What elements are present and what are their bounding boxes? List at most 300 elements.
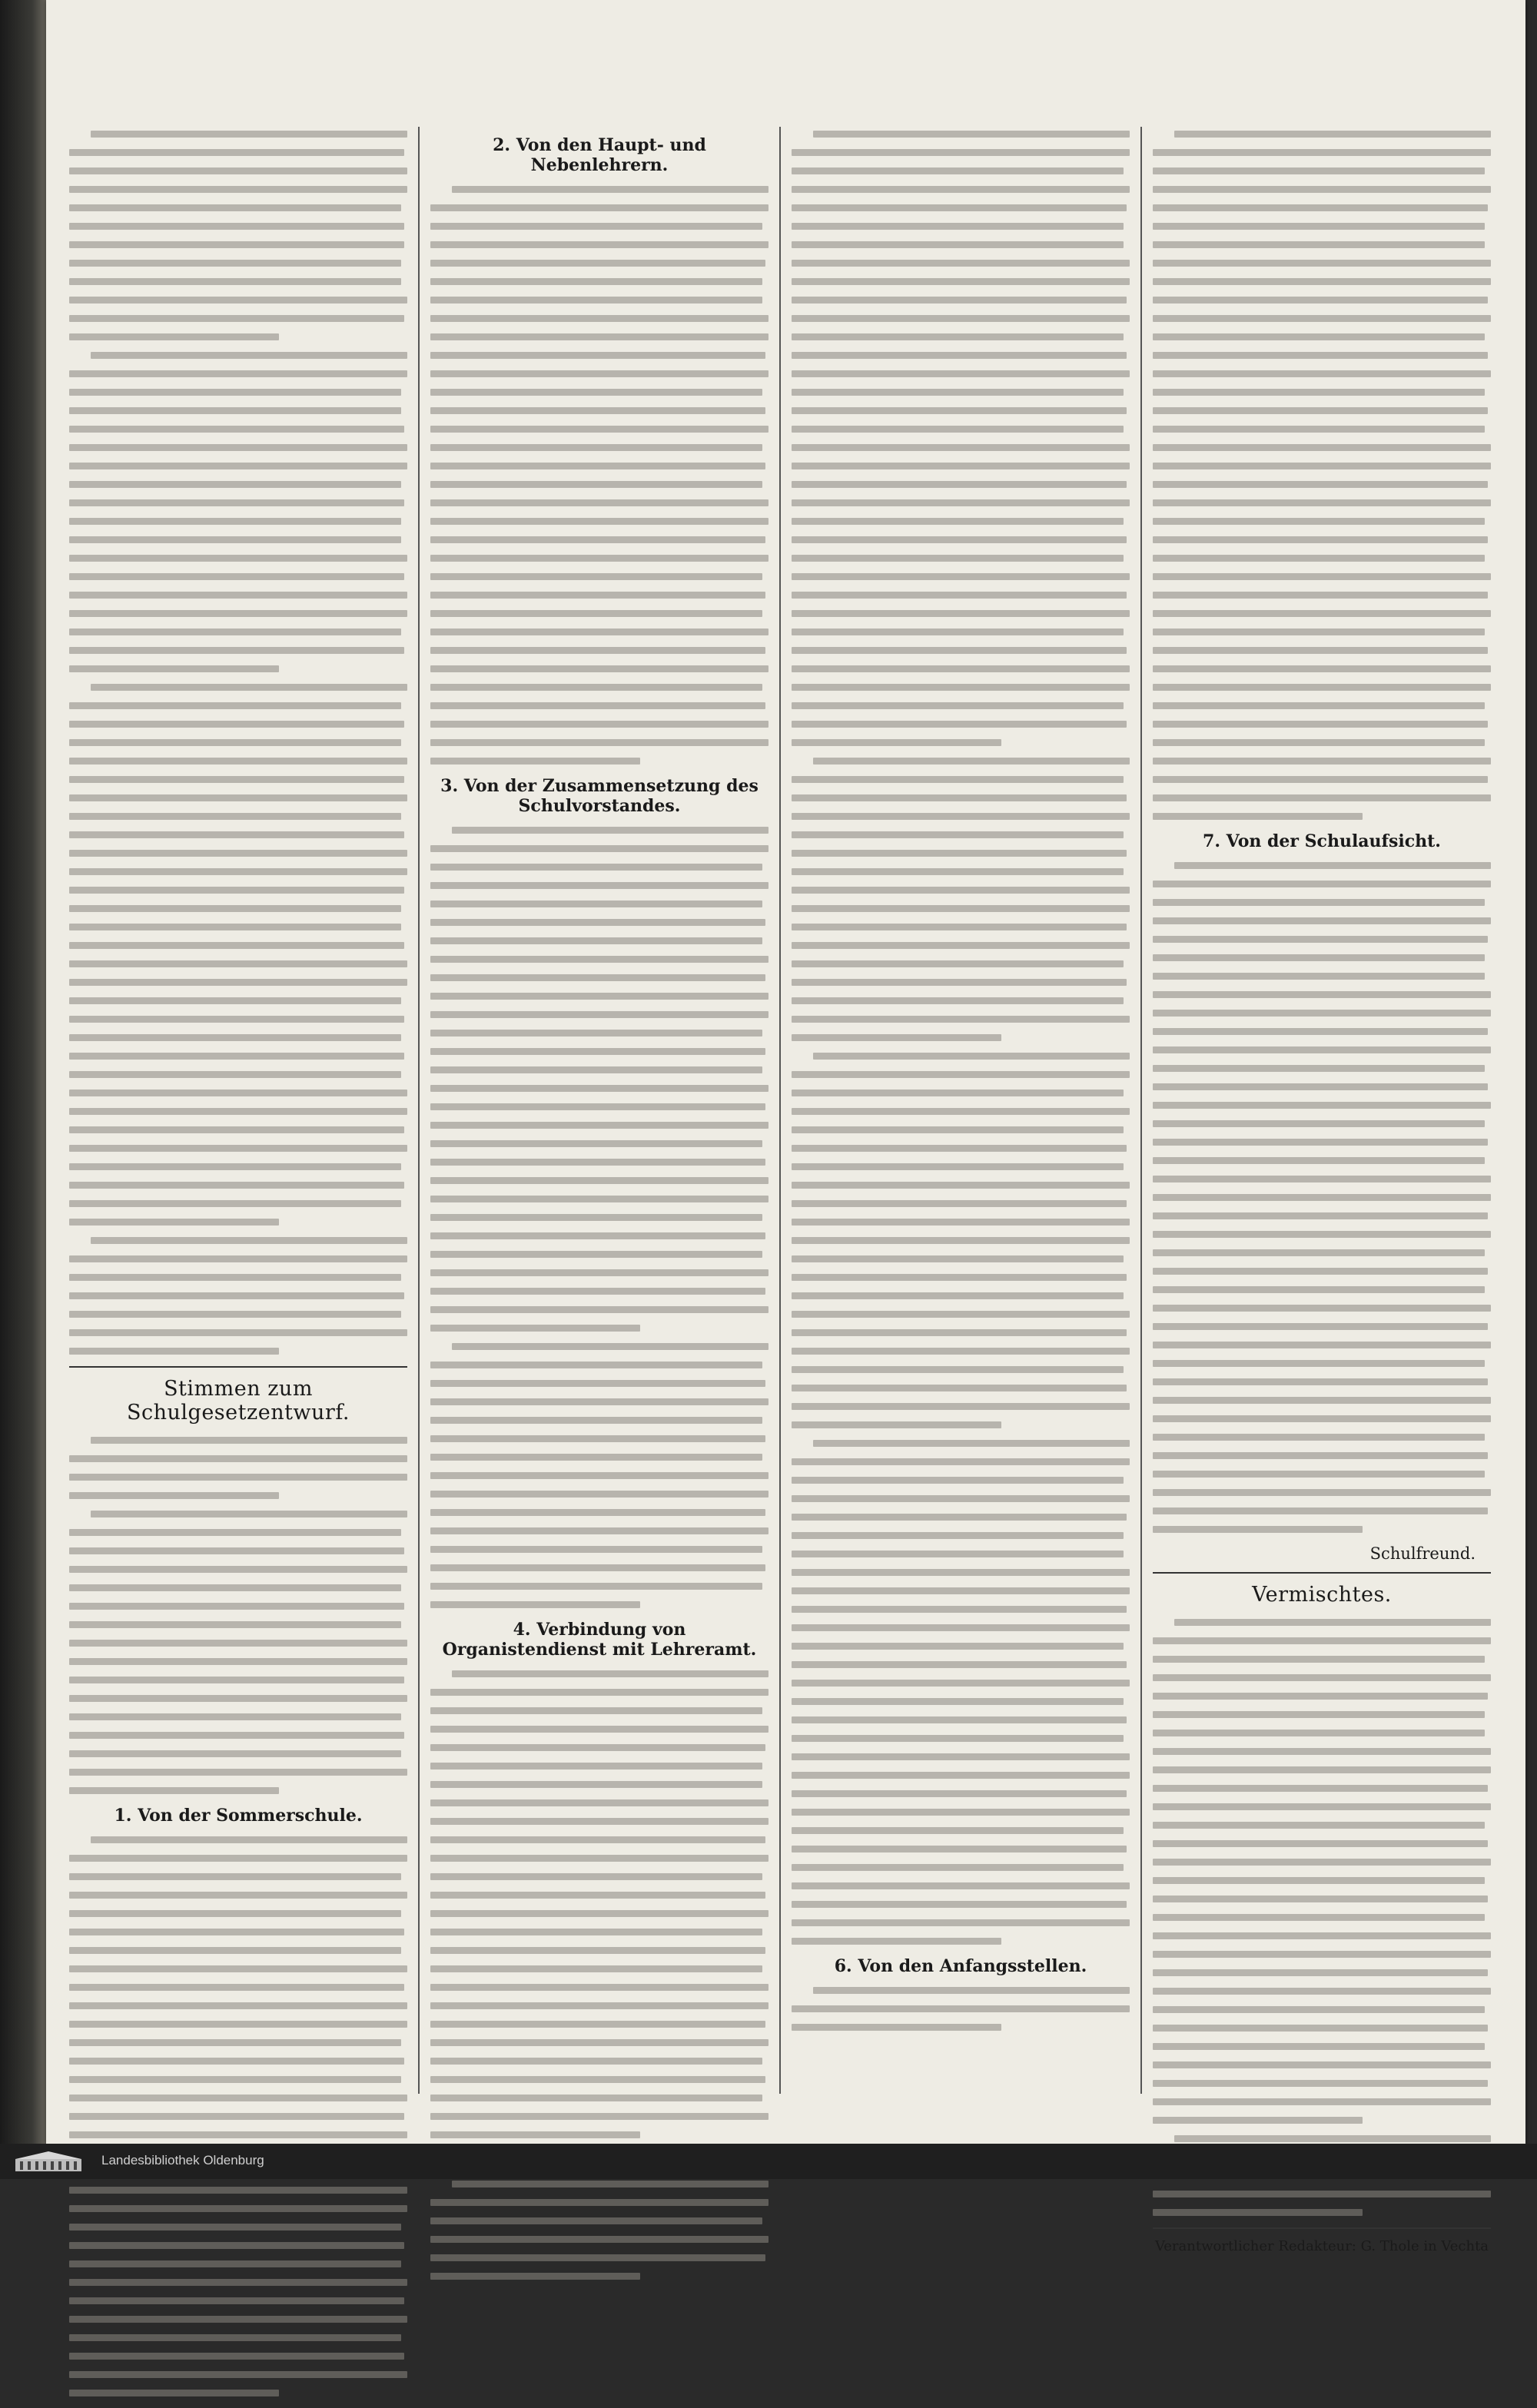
text-line bbox=[91, 1237, 407, 1244]
text-line bbox=[430, 864, 762, 871]
text-line bbox=[1153, 186, 1491, 193]
text-line bbox=[792, 1790, 1127, 1797]
text-line bbox=[430, 1325, 640, 1332]
text-line bbox=[430, 2039, 768, 2046]
text-line bbox=[1153, 2209, 1363, 2216]
text-line bbox=[69, 1145, 407, 1152]
text-line bbox=[792, 1514, 1127, 1521]
text-line bbox=[430, 2002, 768, 2009]
text-line bbox=[69, 481, 401, 488]
text-line bbox=[792, 813, 1130, 820]
text-line bbox=[792, 647, 1127, 654]
text-line bbox=[69, 260, 401, 267]
text-line bbox=[1153, 1674, 1491, 1681]
editor-credit: Verantwortlicher Redakteur: G. Thole in Vechta bbox=[1154, 2238, 1489, 2254]
text-line bbox=[69, 370, 407, 377]
text-line bbox=[430, 389, 762, 396]
column-4 bbox=[1153, 131, 1491, 2254]
text-line bbox=[792, 1661, 1127, 1668]
text-line bbox=[1153, 499, 1491, 506]
text-line bbox=[792, 1864, 1124, 1871]
paragraph bbox=[792, 1440, 1130, 1945]
text-line bbox=[69, 1984, 404, 1991]
text-line bbox=[69, 647, 404, 654]
text-line bbox=[792, 1606, 1127, 1613]
text-line bbox=[430, 1744, 765, 1751]
paragraph bbox=[430, 827, 768, 1332]
text-line bbox=[430, 2254, 765, 2261]
paragraph bbox=[69, 1836, 407, 2396]
text-line bbox=[1153, 2098, 1491, 2105]
text-line bbox=[69, 2371, 407, 2378]
text-line bbox=[1153, 1877, 1485, 1884]
column-divider bbox=[779, 127, 781, 2094]
text-line bbox=[430, 1269, 768, 1276]
text-line bbox=[792, 407, 1127, 414]
text-line bbox=[69, 813, 401, 820]
text-line bbox=[430, 665, 768, 672]
text-line bbox=[792, 1255, 1124, 1262]
text-line bbox=[69, 1713, 401, 1720]
text-line bbox=[792, 1145, 1127, 1152]
text-line bbox=[1153, 167, 1485, 174]
text-line bbox=[1153, 1656, 1485, 1663]
paragraph bbox=[792, 1987, 1130, 2031]
text-line bbox=[430, 499, 768, 506]
text-line bbox=[69, 223, 404, 230]
text-line bbox=[430, 573, 762, 580]
text-line bbox=[792, 1274, 1127, 1281]
text-line bbox=[1153, 1452, 1488, 1459]
paragraph bbox=[1153, 862, 1491, 1533]
text-line bbox=[1153, 536, 1488, 543]
text-line bbox=[69, 278, 401, 285]
text-line bbox=[1153, 881, 1491, 887]
text-line bbox=[792, 1477, 1124, 1484]
text-line bbox=[1153, 665, 1491, 672]
text-line bbox=[1153, 1766, 1491, 1773]
text-line bbox=[69, 1584, 401, 1591]
text-line bbox=[430, 1836, 765, 1843]
text-line bbox=[792, 2024, 1001, 2031]
text-line bbox=[430, 536, 765, 543]
text-line bbox=[69, 1274, 401, 1281]
text-line bbox=[430, 2199, 768, 2206]
text-line bbox=[430, 1855, 768, 1862]
text-line bbox=[792, 592, 1127, 599]
text-line bbox=[792, 665, 1130, 672]
text-line bbox=[69, 1163, 401, 1170]
article-title: Vermischtes. bbox=[1252, 1583, 1392, 1607]
text-line bbox=[792, 1882, 1130, 1889]
text-line bbox=[69, 887, 404, 894]
text-line bbox=[69, 499, 404, 506]
text-line bbox=[1153, 899, 1485, 906]
author-signoff: Schulfreund. bbox=[1369, 1544, 1476, 1563]
text-line bbox=[1153, 204, 1488, 211]
text-line bbox=[792, 536, 1127, 543]
text-line bbox=[792, 721, 1127, 728]
text-line bbox=[69, 1769, 407, 1776]
text-line bbox=[430, 1707, 762, 1714]
text-line bbox=[792, 1237, 1130, 1244]
text-line bbox=[430, 2021, 765, 2028]
text-line bbox=[813, 1053, 1130, 1060]
text-line bbox=[792, 1090, 1124, 1096]
text-line bbox=[430, 1398, 768, 1405]
text-line bbox=[1153, 1323, 1488, 1330]
text-line bbox=[430, 1177, 768, 1184]
text-line bbox=[430, 1306, 768, 1313]
text-line bbox=[69, 204, 401, 211]
text-line bbox=[430, 407, 765, 414]
text-line bbox=[1153, 1471, 1485, 1478]
text-line bbox=[792, 370, 1130, 377]
text-line bbox=[430, 739, 768, 746]
text-line bbox=[69, 167, 407, 174]
text-line bbox=[69, 1892, 407, 1899]
text-line bbox=[69, 1787, 279, 1794]
text-line bbox=[69, 924, 401, 930]
text-line bbox=[430, 1417, 762, 1424]
text-line bbox=[69, 1053, 404, 1060]
text-line bbox=[813, 758, 1130, 765]
text-line bbox=[1153, 2061, 1491, 2068]
text-line bbox=[69, 868, 407, 875]
text-line bbox=[430, 2076, 765, 2083]
text-line bbox=[69, 463, 407, 469]
text-line bbox=[69, 1855, 407, 1862]
text-line bbox=[1153, 610, 1491, 617]
text-line bbox=[69, 444, 407, 451]
paragraph bbox=[1153, 1619, 1491, 2124]
text-line bbox=[430, 1472, 768, 1479]
section-heading: 7. Von der Schulaufsicht. bbox=[1203, 831, 1441, 851]
text-line bbox=[1153, 555, 1485, 562]
text-line bbox=[792, 1385, 1127, 1391]
text-line bbox=[1153, 223, 1485, 230]
text-line bbox=[430, 1196, 768, 1202]
text-line bbox=[1153, 629, 1485, 635]
text-line bbox=[792, 1403, 1130, 1410]
text-line bbox=[69, 1108, 407, 1115]
text-line bbox=[792, 1532, 1124, 1539]
text-line bbox=[430, 1066, 762, 1073]
text-line bbox=[69, 2187, 407, 2194]
text-line bbox=[430, 1214, 762, 1221]
text-line bbox=[1153, 2117, 1363, 2124]
text-line bbox=[1174, 1619, 1491, 1626]
text-line bbox=[1153, 1896, 1488, 1902]
text-line bbox=[430, 333, 768, 340]
text-line bbox=[1153, 1065, 1485, 1072]
text-line bbox=[69, 592, 407, 599]
text-line bbox=[1153, 991, 1491, 998]
text-line bbox=[792, 1624, 1130, 1631]
text-line bbox=[430, 1251, 762, 1258]
column-divider bbox=[1140, 127, 1142, 2094]
text-line bbox=[69, 1910, 401, 1917]
text-line bbox=[430, 1726, 768, 1733]
text-line bbox=[1153, 1083, 1488, 1090]
text-line bbox=[69, 2279, 407, 2286]
text-line bbox=[792, 1716, 1127, 1723]
text-line bbox=[792, 794, 1127, 801]
text-line bbox=[1153, 444, 1491, 451]
text-line bbox=[430, 919, 765, 926]
paragraph bbox=[69, 1237, 407, 1355]
text-line bbox=[430, 1362, 762, 1368]
text-line bbox=[792, 241, 1124, 248]
text-line bbox=[792, 1587, 1130, 1594]
text-line bbox=[430, 1159, 765, 1166]
text-line bbox=[792, 1182, 1130, 1189]
text-line bbox=[1153, 518, 1485, 525]
text-line bbox=[792, 2005, 1130, 2012]
text-line bbox=[452, 1343, 768, 1350]
text-line bbox=[69, 149, 404, 156]
text-line bbox=[792, 1827, 1124, 1834]
text-line bbox=[69, 573, 404, 580]
text-line bbox=[1174, 862, 1491, 869]
text-line bbox=[792, 463, 1130, 469]
text-line bbox=[1153, 260, 1491, 267]
text-line bbox=[1153, 1693, 1488, 1700]
text-line bbox=[1153, 463, 1491, 469]
text-line bbox=[69, 536, 401, 543]
text-line bbox=[69, 2039, 401, 2046]
paragraph bbox=[69, 131, 407, 340]
text-line bbox=[792, 629, 1124, 635]
text-line bbox=[69, 2095, 407, 2101]
text-line bbox=[91, 352, 407, 359]
text-line bbox=[69, 1200, 401, 1207]
text-line bbox=[69, 2058, 404, 2065]
text-line bbox=[792, 776, 1124, 783]
text-line bbox=[1153, 973, 1485, 980]
text-line bbox=[430, 1763, 762, 1770]
text-line bbox=[430, 993, 768, 1000]
text-line bbox=[430, 1527, 768, 1534]
text-line bbox=[1153, 1803, 1491, 1810]
text-line bbox=[430, 721, 768, 728]
text-line bbox=[430, 1085, 768, 1092]
text-line bbox=[1174, 2135, 1491, 2142]
text-line bbox=[1153, 1360, 1485, 1367]
text-line bbox=[792, 444, 1130, 451]
text-line bbox=[430, 2273, 640, 2280]
text-line bbox=[1153, 1785, 1488, 1792]
text-line bbox=[1153, 2080, 1488, 2087]
text-line bbox=[1153, 2025, 1488, 2032]
text-line bbox=[1153, 1046, 1491, 1053]
text-line bbox=[430, 1546, 762, 1553]
text-line bbox=[1153, 813, 1363, 820]
text-line bbox=[69, 1547, 404, 1554]
text-line bbox=[792, 1219, 1130, 1226]
text-line bbox=[69, 1126, 404, 1133]
text-line bbox=[69, 2224, 401, 2231]
footer-bar bbox=[0, 2144, 1537, 2179]
text-line bbox=[69, 942, 404, 949]
text-line bbox=[69, 1732, 404, 1739]
text-line bbox=[1153, 1157, 1485, 1164]
text-line bbox=[1153, 1010, 1491, 1017]
text-line bbox=[792, 1753, 1130, 1760]
text-line bbox=[792, 297, 1127, 303]
text-line bbox=[430, 1103, 765, 1110]
paragraph bbox=[430, 186, 768, 765]
text-line bbox=[792, 924, 1127, 930]
column-3 bbox=[792, 131, 1130, 2042]
text-line bbox=[792, 1329, 1127, 1336]
text-line bbox=[69, 1348, 279, 1355]
text-line bbox=[1153, 1637, 1491, 1644]
text-line bbox=[69, 2334, 401, 2341]
text-line bbox=[69, 850, 407, 857]
text-line bbox=[430, 1048, 765, 1055]
text-line bbox=[69, 2316, 407, 2323]
paragraph bbox=[69, 684, 407, 1226]
text-line bbox=[69, 1474, 407, 1481]
text-line bbox=[1153, 1415, 1491, 1422]
text-line bbox=[1153, 684, 1491, 691]
text-line bbox=[1153, 1822, 1485, 1829]
text-line bbox=[69, 1621, 401, 1628]
text-line bbox=[69, 2205, 407, 2212]
horizontal-rule bbox=[1153, 2227, 1491, 2229]
text-line bbox=[69, 389, 401, 396]
text-line bbox=[792, 1938, 1001, 1945]
text-line bbox=[69, 518, 401, 525]
text-line bbox=[430, 1965, 762, 1972]
text-line bbox=[1153, 2006, 1485, 2013]
text-line bbox=[792, 1311, 1130, 1318]
text-line bbox=[1153, 1434, 1485, 1441]
text-line bbox=[69, 1947, 401, 1954]
text-line bbox=[792, 1698, 1124, 1705]
text-line bbox=[430, 260, 765, 267]
text-line bbox=[430, 1011, 768, 1018]
text-line bbox=[792, 610, 1130, 617]
text-line bbox=[1153, 936, 1488, 943]
text-line bbox=[792, 1569, 1130, 1576]
text-line bbox=[452, 2181, 768, 2187]
text-line bbox=[1153, 1212, 1488, 1219]
text-line bbox=[69, 1292, 404, 1299]
text-line bbox=[1153, 2191, 1491, 2197]
text-line bbox=[430, 1947, 765, 1954]
text-line bbox=[792, 1348, 1130, 1355]
text-line bbox=[1153, 389, 1485, 396]
text-line bbox=[430, 1140, 762, 1147]
paragraph bbox=[430, 1670, 768, 2138]
text-line bbox=[792, 1458, 1130, 1465]
text-line bbox=[69, 555, 407, 562]
text-line bbox=[430, 241, 768, 248]
text-line bbox=[1153, 1176, 1491, 1182]
text-line bbox=[1153, 1859, 1491, 1866]
text-line bbox=[69, 1311, 401, 1318]
text-line bbox=[1153, 241, 1485, 248]
text-line bbox=[69, 1034, 401, 1041]
text-line bbox=[792, 352, 1127, 359]
text-line bbox=[430, 463, 765, 469]
text-line bbox=[69, 721, 404, 728]
text-line bbox=[91, 1511, 407, 1517]
text-line bbox=[792, 167, 1124, 174]
paragraph bbox=[430, 2181, 768, 2280]
text-line bbox=[1153, 1489, 1491, 1496]
text-line bbox=[792, 831, 1124, 838]
text-line bbox=[792, 1200, 1127, 1207]
book-spine bbox=[0, 0, 46, 2144]
text-line bbox=[430, 1984, 768, 1991]
text-line bbox=[69, 1090, 407, 1096]
text-line bbox=[430, 297, 762, 303]
text-line bbox=[69, 186, 407, 193]
text-line bbox=[792, 1495, 1130, 1502]
text-line bbox=[813, 1440, 1130, 1447]
text-line bbox=[69, 2021, 407, 2028]
text-line bbox=[792, 573, 1130, 580]
text-line bbox=[69, 960, 407, 967]
text-line bbox=[1153, 315, 1491, 322]
text-line bbox=[430, 1929, 762, 1935]
text-line bbox=[430, 956, 768, 963]
text-line bbox=[792, 1809, 1130, 1816]
paragraph bbox=[69, 1511, 407, 1794]
text-line bbox=[69, 1750, 401, 1757]
text-line bbox=[430, 1910, 768, 1917]
text-line bbox=[792, 315, 1130, 322]
text-line bbox=[1153, 1139, 1488, 1146]
text-line bbox=[792, 868, 1124, 875]
text-line bbox=[430, 702, 765, 709]
text-line bbox=[1153, 2043, 1485, 2050]
text-line bbox=[1153, 1231, 1491, 1238]
text-line bbox=[1153, 149, 1491, 156]
text-line bbox=[1153, 1305, 1491, 1312]
text-line bbox=[91, 1437, 407, 1444]
text-line bbox=[430, 845, 768, 852]
text-line bbox=[91, 1836, 407, 1843]
text-line bbox=[69, 1016, 404, 1023]
paragraph bbox=[69, 1437, 407, 1499]
text-line bbox=[1153, 1932, 1491, 1939]
text-line bbox=[1153, 1102, 1491, 1109]
text-line bbox=[1153, 758, 1491, 765]
text-line bbox=[430, 370, 768, 377]
text-line bbox=[792, 1163, 1124, 1170]
text-line bbox=[1153, 1951, 1491, 1958]
text-line bbox=[452, 186, 768, 193]
text-line bbox=[69, 776, 404, 783]
text-line bbox=[1153, 794, 1491, 801]
text-line bbox=[69, 1929, 404, 1935]
text-line bbox=[813, 131, 1130, 138]
text-line bbox=[69, 997, 401, 1004]
text-line bbox=[1153, 1249, 1485, 1256]
text-line bbox=[792, 702, 1124, 709]
text-line bbox=[792, 426, 1124, 433]
text-line bbox=[1153, 1988, 1491, 1995]
text-line bbox=[69, 2353, 404, 2360]
text-line bbox=[430, 2058, 762, 2065]
text-line bbox=[1153, 481, 1488, 488]
text-line bbox=[792, 979, 1127, 986]
text-line bbox=[792, 1735, 1124, 1742]
